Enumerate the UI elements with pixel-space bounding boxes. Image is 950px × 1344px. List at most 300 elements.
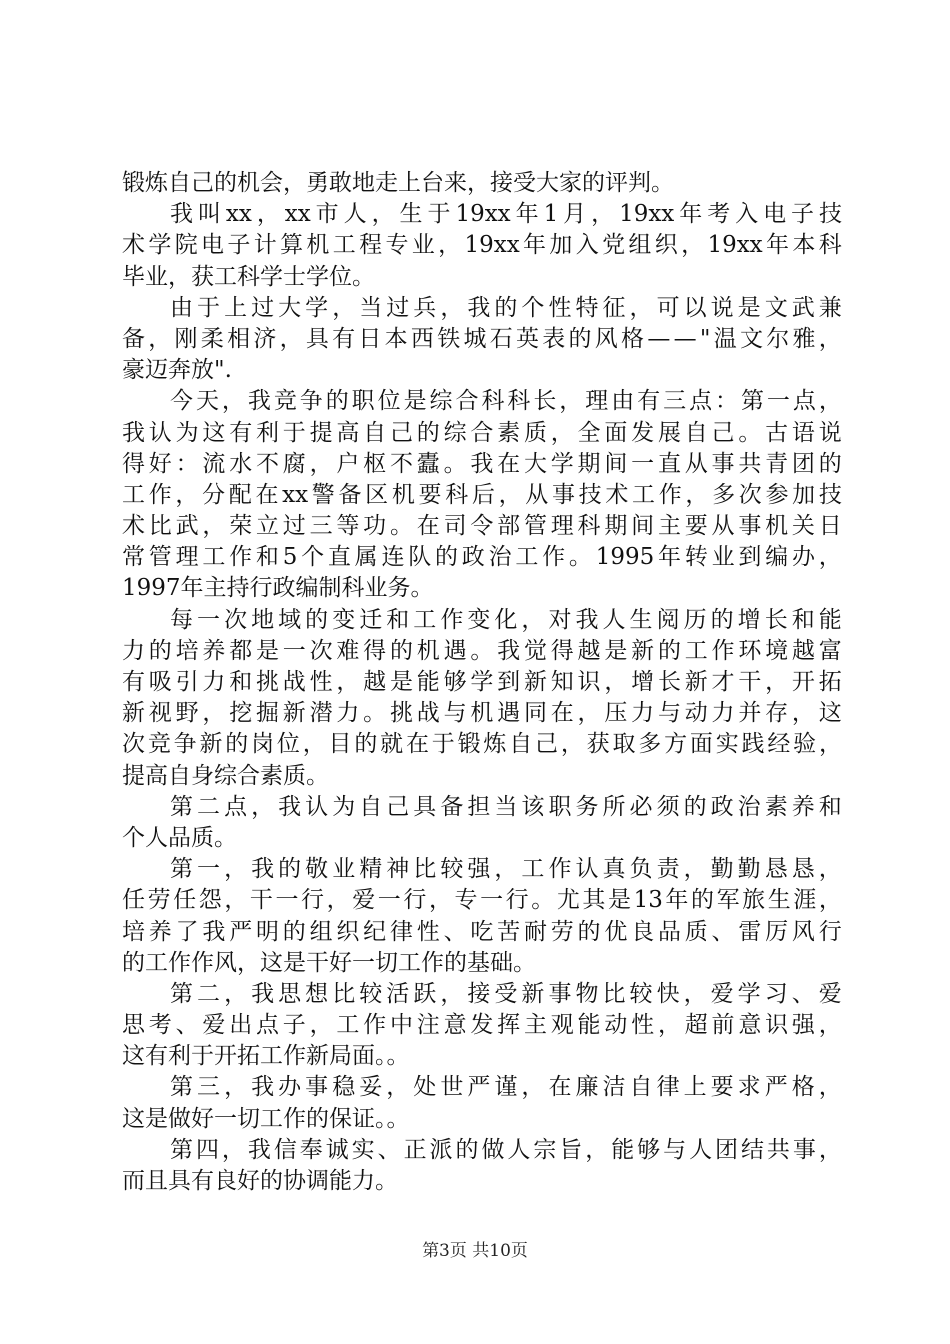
text-glyph: ， bbox=[498, 481, 522, 508]
text-glyph: 的 bbox=[225, 731, 249, 758]
text-glyph: 管 bbox=[148, 544, 172, 571]
text-glyph: 年 bbox=[766, 232, 789, 259]
text-line bbox=[122, 542, 842, 573]
text-glyph: 日 bbox=[818, 513, 842, 540]
text-glyph: 1 bbox=[543, 201, 559, 228]
text-glyph: 一 bbox=[766, 388, 790, 415]
text-glyph: 能 bbox=[611, 1136, 635, 1163]
text-glyph: 年 bbox=[658, 544, 682, 571]
text-glyph: 稳 bbox=[332, 1074, 356, 1101]
text-glyph: 期 bbox=[577, 450, 601, 477]
text-glyph: 枢 bbox=[363, 450, 387, 477]
text-line bbox=[122, 823, 842, 854]
text-glyph: 正 bbox=[403, 1136, 427, 1163]
text-glyph: 快 bbox=[656, 980, 680, 1007]
text-glyph: ， bbox=[818, 856, 842, 883]
text-glyph: 次 bbox=[224, 606, 248, 633]
text-glyph: 子 bbox=[282, 1012, 306, 1039]
text-glyph: ， bbox=[591, 201, 615, 228]
text-glyph: 第 bbox=[170, 1136, 193, 1163]
text-glyph: 观 bbox=[550, 1012, 574, 1039]
text-glyph: 间 bbox=[631, 513, 655, 540]
text-glyph: 自 bbox=[629, 1074, 653, 1101]
text-glyph: 在 bbox=[497, 450, 521, 477]
text-glyph: 人 bbox=[343, 201, 367, 228]
text-glyph: 是 bbox=[389, 669, 413, 695]
text-glyph: 要 bbox=[710, 1074, 734, 1101]
text-glyph: 一 bbox=[631, 450, 655, 477]
text-glyph: 考 bbox=[707, 201, 731, 228]
text-glyph: 性 bbox=[416, 918, 440, 945]
text-line-content: 这是做好一切工作的保证。。 bbox=[122, 1105, 410, 1132]
text-glyph: 都 bbox=[229, 637, 253, 664]
text-glyph: 比 bbox=[413, 856, 437, 883]
text-glyph: 谨 bbox=[494, 1074, 518, 1101]
text-glyph: 是 bbox=[403, 388, 427, 415]
text-glyph: 专 bbox=[454, 887, 478, 914]
text-glyph: 的 bbox=[455, 1136, 479, 1163]
text-glyph: 己 bbox=[386, 793, 410, 820]
text-glyph: 军 bbox=[716, 887, 740, 914]
text-glyph: 入 bbox=[735, 201, 759, 228]
text-glyph: 是 bbox=[737, 294, 761, 321]
text-glyph: 的 bbox=[818, 450, 842, 477]
text-glyph: ， bbox=[148, 325, 172, 352]
text-glyph: 能 bbox=[818, 606, 842, 633]
text-glyph: 点 bbox=[255, 1012, 279, 1039]
text-line bbox=[122, 355, 842, 386]
text-glyph: ， bbox=[681, 232, 705, 259]
text-glyph: 的 bbox=[354, 731, 378, 758]
text-glyph: 负 bbox=[629, 856, 653, 883]
text-glyph: 素 bbox=[764, 793, 788, 820]
text-glyph: 备 bbox=[338, 481, 362, 508]
text-glyph: 环 bbox=[738, 637, 762, 664]
text-glyph: xx bbox=[284, 201, 311, 228]
text-glyph: ， bbox=[494, 856, 518, 883]
text-glyph: 语 bbox=[791, 419, 815, 446]
text-glyph: 具 bbox=[413, 793, 437, 820]
text-glyph: 要 bbox=[684, 513, 708, 540]
text-glyph: 机 bbox=[470, 700, 494, 727]
text-glyph: 术 bbox=[122, 232, 145, 259]
text-glyph: 生 bbox=[629, 606, 653, 633]
text-glyph: 到 bbox=[738, 544, 762, 571]
text-glyph: 直 bbox=[657, 450, 681, 477]
text-glyph: 是 bbox=[255, 637, 279, 664]
text-glyph: 事 bbox=[738, 513, 762, 540]
text-glyph: 5 bbox=[282, 544, 298, 571]
text-glyph: 加 bbox=[792, 481, 816, 508]
text-glyph: 共 bbox=[738, 450, 762, 477]
text-glyph: 党 bbox=[602, 232, 626, 259]
text-glyph: 其 bbox=[582, 887, 606, 914]
text-glyph: 相 bbox=[227, 325, 251, 352]
text-glyph: 由 bbox=[170, 294, 193, 321]
text-glyph: ， bbox=[585, 1136, 609, 1163]
text-glyph: ， bbox=[818, 731, 842, 758]
text-line bbox=[122, 917, 842, 948]
text-glyph: 次 bbox=[122, 731, 145, 758]
text-glyph: 恳 bbox=[764, 856, 788, 883]
text-glyph: 管 bbox=[523, 513, 547, 540]
text-glyph: 竞 bbox=[273, 388, 297, 415]
text-glyph: 户 bbox=[336, 450, 360, 477]
text-line bbox=[122, 262, 842, 293]
text-glyph: 能 bbox=[577, 1012, 601, 1039]
text-glyph: 求 bbox=[737, 1074, 761, 1101]
text-line-content: 锻炼自己的机会，勇敢地走上台来，接受大家的评判。 bbox=[122, 170, 674, 196]
text-glyph: 于 bbox=[431, 731, 455, 758]
text-glyph: 精 bbox=[359, 856, 383, 883]
text-glyph: 阅 bbox=[656, 606, 680, 633]
text-glyph: 涯 bbox=[793, 887, 817, 914]
text-glyph: 点 bbox=[224, 793, 248, 820]
text-glyph: 自 bbox=[509, 731, 533, 758]
text-glyph: 作 bbox=[711, 637, 735, 664]
text-glyph: 出 bbox=[229, 1012, 253, 1039]
text-glyph: 一 bbox=[377, 887, 401, 914]
text-glyph: 对 bbox=[548, 606, 572, 633]
text-glyph: 得 bbox=[122, 450, 145, 477]
text-glyph: 品 bbox=[657, 918, 681, 945]
text-glyph: 综 bbox=[443, 419, 467, 446]
text-glyph: ， bbox=[221, 1136, 245, 1163]
text-glyph: 洁 bbox=[602, 1074, 626, 1101]
text-glyph: 从 bbox=[711, 513, 735, 540]
text-glyph: 的 bbox=[305, 606, 329, 633]
text-glyph: 爱 bbox=[818, 980, 842, 1007]
text-line bbox=[122, 667, 842, 698]
text-glyph: 过 bbox=[282, 513, 306, 540]
text-glyph: 立 bbox=[255, 513, 279, 540]
text-glyph: 科 bbox=[481, 388, 505, 415]
text-glyph: 后 bbox=[471, 481, 495, 508]
text-glyph: 次 bbox=[309, 637, 333, 664]
text-glyph: ， bbox=[440, 980, 464, 1007]
text-glyph: 我 bbox=[497, 637, 521, 664]
text-glyph: 的 bbox=[435, 544, 459, 571]
text-glyph: ， bbox=[202, 513, 226, 540]
text-glyph: ， bbox=[818, 544, 842, 571]
text-glyph: 自 bbox=[363, 419, 387, 446]
text-line bbox=[122, 854, 842, 885]
text-glyph: 为 bbox=[332, 793, 356, 820]
text-glyph: ， bbox=[559, 388, 583, 415]
text-glyph: 直 bbox=[327, 544, 351, 571]
text-glyph: 和 bbox=[386, 606, 410, 633]
text-glyph: 技 bbox=[819, 201, 842, 228]
text-glyph: 全 bbox=[577, 419, 601, 446]
text-glyph: 己 bbox=[389, 419, 413, 446]
text-glyph: 勤 bbox=[737, 856, 761, 883]
text-glyph: 律 bbox=[389, 918, 413, 945]
text-glyph: 刚 bbox=[174, 325, 198, 352]
text-glyph: 意 bbox=[443, 1012, 467, 1039]
text-glyph: 电 bbox=[763, 201, 787, 228]
text-glyph: 个 bbox=[521, 294, 545, 321]
text-glyph: ， bbox=[332, 294, 356, 321]
text-glyph: 旅 bbox=[742, 887, 766, 914]
text-glyph: 连 bbox=[381, 544, 405, 571]
text-glyph: 点 bbox=[689, 388, 713, 415]
text-glyph: ， bbox=[818, 887, 842, 914]
text-glyph: 取 bbox=[612, 731, 636, 758]
text-glyph: 富 bbox=[818, 637, 842, 664]
text-glyph: 和 bbox=[791, 606, 815, 633]
text-glyph: 第 bbox=[170, 980, 193, 1007]
text-glyph: 新 bbox=[122, 700, 145, 727]
text-glyph: 本 bbox=[792, 232, 816, 259]
text-glyph: 13 bbox=[633, 887, 663, 914]
text-glyph: 部 bbox=[497, 513, 521, 540]
text-glyph: 个 bbox=[301, 544, 325, 571]
text-glyph: 、 bbox=[443, 918, 467, 945]
text-glyph: 队 bbox=[408, 544, 432, 571]
text-glyph: 严 bbox=[467, 1074, 491, 1101]
text-glyph: 业 bbox=[711, 544, 735, 571]
text-glyph: 所 bbox=[602, 793, 626, 820]
text-glyph: 我 bbox=[467, 294, 491, 321]
text-glyph: 叫 bbox=[197, 201, 221, 228]
text-glyph: 培 bbox=[175, 637, 199, 664]
text-line bbox=[122, 199, 842, 230]
text-glyph: — bbox=[647, 325, 671, 352]
text-glyph: 第 bbox=[170, 793, 193, 820]
text-glyph: 得 bbox=[550, 637, 574, 664]
text-glyph: 机 bbox=[765, 513, 789, 540]
text-glyph: 治 bbox=[488, 544, 512, 571]
text-glyph: 炼 bbox=[483, 731, 507, 758]
text-glyph: 治 bbox=[737, 793, 761, 820]
text-glyph: 武 bbox=[175, 513, 199, 540]
text-glyph: 年 bbox=[665, 887, 689, 914]
text-glyph: ， bbox=[629, 294, 653, 321]
text-glyph: 格 bbox=[791, 1074, 815, 1101]
text-glyph: 争 bbox=[299, 388, 323, 415]
text-glyph: 温 bbox=[713, 325, 737, 352]
text-glyph: 本 bbox=[384, 325, 408, 352]
text-line bbox=[122, 948, 842, 979]
text-glyph: 转 bbox=[684, 544, 708, 571]
text-glyph: 。 bbox=[470, 637, 494, 664]
text-glyph: ， bbox=[560, 731, 584, 758]
text-glyph: 意 bbox=[738, 1012, 762, 1039]
text-glyph: 学 bbox=[550, 450, 574, 477]
text-glyph: 第 bbox=[740, 388, 764, 415]
text-glyph: 工 bbox=[515, 544, 539, 571]
text-glyph: 的 bbox=[148, 637, 172, 664]
text-glyph: 方 bbox=[664, 731, 688, 758]
text-glyph: 注 bbox=[416, 1012, 440, 1039]
text-glyph: ， bbox=[765, 669, 789, 695]
text-glyph: 令 bbox=[470, 513, 494, 540]
text-glyph: 属 bbox=[354, 544, 378, 571]
text-line bbox=[122, 293, 842, 324]
text-glyph: 科 bbox=[577, 513, 601, 540]
text-glyph: 新 bbox=[523, 669, 547, 695]
text-glyph: ： bbox=[175, 450, 199, 477]
text-glyph: 工 bbox=[122, 481, 145, 508]
text-glyph: 比 bbox=[148, 513, 172, 540]
text-glyph: 于 bbox=[282, 419, 306, 446]
text-glyph: 作 bbox=[440, 606, 464, 633]
text-glyph: ， bbox=[683, 856, 707, 883]
text-glyph: 勤 bbox=[710, 856, 734, 883]
text-glyph: 在 bbox=[405, 731, 429, 758]
text-glyph: 引 bbox=[175, 669, 199, 695]
text-glyph: 务 bbox=[575, 793, 599, 820]
text-glyph: 共 bbox=[766, 1136, 790, 1163]
text-glyph: ， bbox=[818, 388, 842, 415]
text-glyph: 我 bbox=[470, 450, 494, 477]
text-line bbox=[122, 449, 842, 480]
text-glyph: 从 bbox=[684, 450, 708, 477]
text-glyph: 奉 bbox=[299, 1136, 323, 1163]
text-glyph: ， bbox=[685, 481, 709, 508]
text-glyph: 实 bbox=[715, 731, 739, 758]
text-glyph: 、 bbox=[175, 1012, 199, 1039]
text-glyph: xx bbox=[282, 481, 309, 508]
text-glyph: 新 bbox=[631, 637, 655, 664]
text-glyph: 期 bbox=[604, 513, 628, 540]
text-glyph: ， bbox=[326, 887, 350, 914]
text-glyph: 长 bbox=[764, 606, 788, 633]
text-glyph: 。 bbox=[568, 544, 592, 571]
text-line bbox=[122, 729, 842, 760]
text-glyph: ， bbox=[371, 201, 395, 228]
text-glyph: ： bbox=[715, 388, 739, 415]
text-line bbox=[122, 1166, 842, 1197]
text-glyph: 变 bbox=[467, 606, 491, 633]
text-glyph: 可 bbox=[656, 294, 680, 321]
text-glyph: 有 bbox=[122, 669, 145, 695]
text-line bbox=[122, 511, 842, 542]
text-glyph: 担 bbox=[467, 793, 491, 820]
text-glyph: 迁 bbox=[359, 606, 383, 633]
text-line bbox=[122, 1072, 842, 1103]
text-glyph: 习 bbox=[764, 980, 788, 1007]
text-glyph: 结 bbox=[740, 1136, 764, 1163]
text-line bbox=[122, 230, 842, 261]
text-glyph: 多 bbox=[712, 481, 736, 508]
text-glyph: 19xx bbox=[464, 232, 520, 259]
text-glyph: 发 bbox=[631, 419, 655, 446]
text-line bbox=[122, 698, 842, 729]
text-glyph: 越 bbox=[791, 637, 815, 664]
text-glyph: 电 bbox=[201, 232, 225, 259]
text-glyph: 的 bbox=[710, 606, 734, 633]
text-glyph: 和 bbox=[255, 544, 279, 571]
text-glyph: 流 bbox=[202, 450, 226, 477]
text-glyph: 入 bbox=[575, 232, 599, 259]
text-line-content: 的工作作风，这是干好一切工作的基础。 bbox=[122, 949, 536, 976]
text-glyph: 较 bbox=[440, 856, 464, 883]
text-glyph: 和 bbox=[818, 793, 842, 820]
text-glyph: 宗 bbox=[533, 1136, 557, 1163]
text-glyph: 我 bbox=[247, 1136, 271, 1163]
text-glyph: 强 bbox=[791, 1012, 815, 1039]
text-glyph: 难 bbox=[336, 637, 360, 664]
text-glyph: 新 bbox=[282, 700, 306, 727]
text-glyph: 认 bbox=[148, 419, 172, 446]
text-glyph: 养 bbox=[148, 918, 172, 945]
text-glyph: 我 bbox=[575, 606, 599, 633]
text-glyph: 组 bbox=[628, 232, 652, 259]
text-glyph: 够 bbox=[637, 1136, 661, 1163]
text-line bbox=[122, 324, 842, 355]
text-glyph: 能 bbox=[416, 669, 440, 695]
text-glyph: 一 bbox=[197, 856, 221, 883]
text-glyph: 警 bbox=[311, 481, 335, 508]
text-glyph: 发 bbox=[470, 1012, 494, 1039]
text-glyph: 加 bbox=[549, 232, 573, 259]
text-glyph: 技 bbox=[818, 481, 842, 508]
text-glyph: 压 bbox=[604, 700, 628, 727]
text-glyph: 长 bbox=[657, 669, 681, 695]
text-glyph: 力 bbox=[122, 637, 145, 664]
text-glyph: 雅 bbox=[792, 325, 816, 352]
text-glyph: 的 bbox=[278, 856, 302, 883]
text-glyph: 思 bbox=[278, 980, 302, 1007]
text-glyph: 力 bbox=[336, 700, 360, 727]
text-glyph: 厉 bbox=[765, 918, 789, 945]
text-glyph: 术 bbox=[605, 481, 629, 508]
text-glyph: 苦 bbox=[497, 918, 521, 945]
text-glyph: 学 bbox=[737, 980, 761, 1007]
text-glyph: 这 bbox=[202, 419, 226, 446]
text-glyph: ， bbox=[386, 1074, 410, 1101]
text-glyph: 尔 bbox=[766, 325, 790, 352]
text-glyph: 三 bbox=[663, 388, 687, 415]
page-number-footer: 第3页 共10页 bbox=[422, 1241, 528, 1261]
text-glyph: 够 bbox=[443, 669, 467, 695]
text-glyph: 理 bbox=[585, 388, 609, 415]
text-glyph: 力 bbox=[631, 700, 655, 727]
text-glyph: 的 bbox=[282, 918, 306, 945]
text-glyph: 有 bbox=[332, 325, 356, 352]
text-glyph: 化 bbox=[494, 606, 518, 633]
text-glyph: 挖 bbox=[229, 700, 253, 727]
text-glyph: 认 bbox=[305, 793, 329, 820]
text-glyph: 越 bbox=[363, 669, 387, 695]
text-glyph: 19xx bbox=[707, 232, 763, 259]
text-glyph: 严 bbox=[229, 918, 253, 945]
text-glyph: ， bbox=[336, 669, 360, 695]
text-line bbox=[122, 573, 842, 604]
text-glyph: 怨 bbox=[198, 887, 222, 914]
text-glyph: 动 bbox=[684, 700, 708, 727]
text-glyph: 、 bbox=[711, 918, 735, 945]
text-line bbox=[122, 1104, 842, 1135]
text-glyph: 事 bbox=[711, 450, 735, 477]
text-glyph: ， bbox=[657, 1012, 681, 1039]
text-glyph: 功 bbox=[363, 513, 387, 540]
text-glyph: 养 bbox=[791, 793, 815, 820]
text-glyph: 任 bbox=[173, 887, 197, 914]
text-glyph: 干 bbox=[249, 887, 273, 914]
text-glyph: 素 bbox=[497, 419, 521, 446]
text-glyph: ， bbox=[224, 980, 248, 1007]
text-glyph: 质 bbox=[684, 918, 708, 945]
text-glyph: 征 bbox=[602, 294, 626, 321]
text-glyph: 好 bbox=[148, 450, 172, 477]
text-glyph: 这 bbox=[818, 700, 842, 727]
text-glyph: 位 bbox=[276, 731, 300, 758]
text-glyph: 增 bbox=[631, 669, 655, 695]
text-glyph: 得 bbox=[363, 637, 387, 664]
text-glyph: 荣 bbox=[229, 513, 253, 540]
